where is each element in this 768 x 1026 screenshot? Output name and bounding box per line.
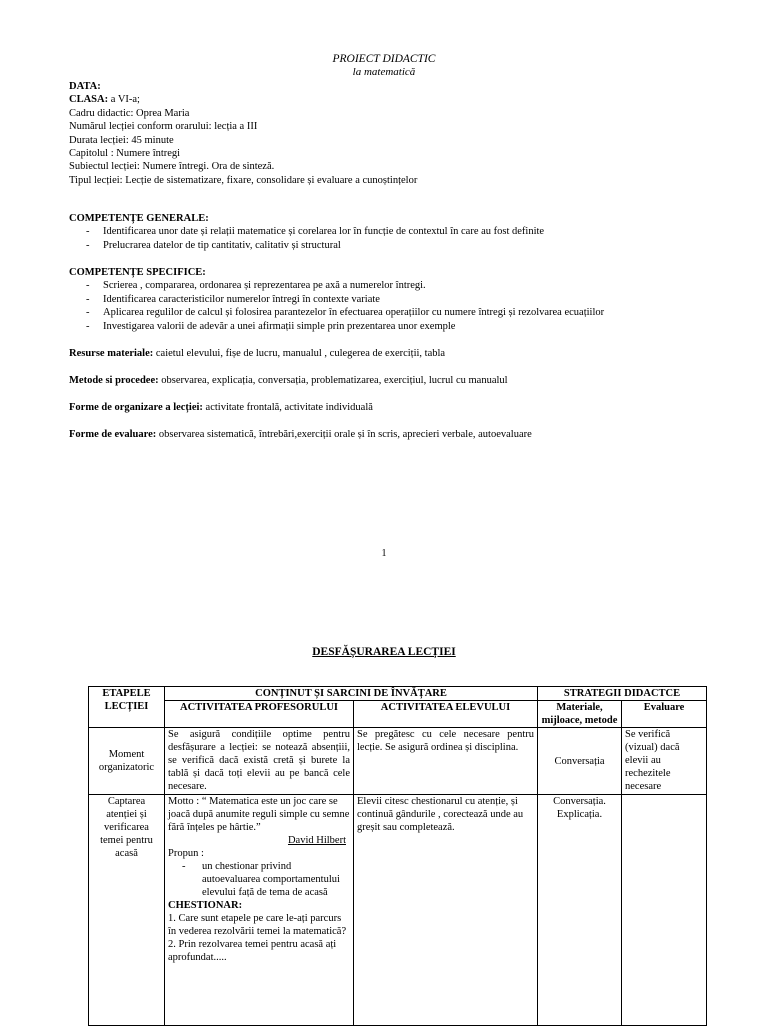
document-title: PROIECT DIDACTIC (332, 53, 436, 65)
page-number: 1 (381, 548, 387, 559)
competente-generale (69, 212, 709, 252)
info-line: Numărul lecției conform orarului: lecția a III (69, 121, 258, 133)
list-item: - Prelucrarea datelor de tip cantitativ, calitativ și structural (69, 239, 709, 252)
evaluare-cell (622, 795, 707, 1026)
motto-author: David Hilbert (287, 835, 346, 846)
activitate-profesor-cell: Se asigură condițiile optime pentru desfășurare a lecției: se notează absențiii, se verifică dacă există cretă și burete la tablă și dacă toți elevii au pe bancă cele necesare. (165, 728, 354, 795)
header-etape: ETAPELE LECȚIEI (89, 687, 165, 728)
data-line: DATA: (69, 81, 101, 92)
clasa-line: CLASA: a VI-a; (69, 94, 140, 106)
list-item: - Aplicarea regulilor de calcul și folosirea parantezelor în efectuarea operațiilor cu numere întregi și rezolvarea ecuațiilor (69, 306, 709, 319)
info-line: Cadru didactic: Oprea Maria (69, 107, 190, 119)
header-continut: CONȚINUT ȘI SARCINI DE ÎNVĂȚARE (165, 687, 538, 701)
lesson-plan-table (88, 686, 707, 1026)
info-line: Capitolul : Numere întregi (69, 148, 181, 160)
info-line: Subiectul lecției: Numere întregi. Ora de sinteză. (69, 161, 275, 173)
header-evaluare: Evaluare (622, 701, 707, 728)
activitate-elev-cell: Elevii citesc chestionarul cu atenție, și continuă gândurile , corectează unde au greșit sau completează. (354, 795, 538, 1026)
question-1: 1. Care sunt etapele pe care le-ați parcurs în vederea rezolvării temei la matematică? (168, 913, 347, 937)
evaluare-cell: Se verifică (vizual) dacă elevii au rechezitele necesare (622, 728, 707, 795)
list-item: - un chestionar privind autoevaluarea comportamentului elevului față de tema de acasă (168, 860, 350, 899)
table-header-row (89, 687, 707, 701)
motto-text: Motto : “ Matematica este un joc care se joacă după anumite reguli simple cu semne fără înțeles pe hârtie.” (168, 796, 350, 833)
etapa-cell: Moment organizatoric (89, 728, 165, 795)
activitate-elev-cell: Se pregătesc cu cele necesare pentru lecție. Se asigură ordinea și disciplina. (354, 728, 538, 795)
list-item: - Scrierea , compararea, ordonarea și reprezentarea pe axă a numerelor întregi. (69, 279, 709, 292)
propun-label: Propun : (168, 848, 204, 859)
section-heading: COMPETENȚE GENERALE: (69, 213, 209, 224)
header-activitatea-elevului: ACTIVITATEA ELEVULUI (354, 701, 538, 728)
materiale-cell: Conversația (538, 728, 622, 795)
section-heading: COMPETENȚE SPECIFICE: (69, 267, 206, 278)
list-item: - Identificarea caracteristicilor numerelor întregi în contexte variate (69, 293, 709, 306)
forme-organizare-line: Forme de organizare a lecției: activitate frontală, activitate individuală (69, 402, 373, 413)
competente-specifice (69, 266, 709, 333)
table-subheader-row (89, 701, 707, 728)
lesson-info (69, 80, 709, 187)
resurse-line: Resurse materiale: caietul elevului, fișe de lucru, manualul , culegerea de exerciții, tabla (69, 348, 446, 359)
header-strategii: STRATEGII DIDACTCE (538, 687, 707, 701)
list-item: - Identificarea unor date și relații matematice și corelarea lor în funcție de contextul în care au fost definite (69, 225, 709, 238)
materiale-cell: Conversația. Explicația. (538, 795, 622, 1026)
info-line: Durata lecției: 45 minute (69, 134, 174, 146)
document-subtitle: la matematică (352, 66, 416, 78)
metode-line: Metode si procedee: observarea, explicația, conversația, problematizarea, exercițiul, lucrul cu manualul (69, 375, 508, 386)
info-line: Tipul lecției: Lecție de sistematizare, fixare, consolidare și evaluare a cunoștințelor (69, 174, 418, 186)
desfasurare-heading: DESFĂȘURAREA LECȚIEI (312, 646, 456, 658)
forme-evaluare-line: Forme de evaluare: observarea sistematică, întrebări,exerciții orale și în scris, aprecieri verbale, autoevaluare (69, 429, 532, 440)
question-2: 2. Prin rezolvarea temei pentru acasă ați aprofundat..... (168, 939, 337, 963)
table-row (89, 728, 707, 795)
header-activitatea-profesorului: ACTIVITATEA PROFESORULUI (165, 701, 354, 728)
list-item: - Investigarea valorii de adevăr a unei afirmații simple prin prezentarea unor exemple (69, 320, 709, 333)
activitate-profesor-cell (165, 795, 354, 1026)
header-materiale: Materiale, mijloace, metode (538, 701, 622, 728)
chestionar-label: CHESTIONAR: (168, 900, 243, 911)
table-row (89, 795, 707, 1026)
page-separator (0, 596, 768, 597)
etapa-cell: Captarea atenției și verificarea temei pentru acasă (89, 795, 165, 1026)
